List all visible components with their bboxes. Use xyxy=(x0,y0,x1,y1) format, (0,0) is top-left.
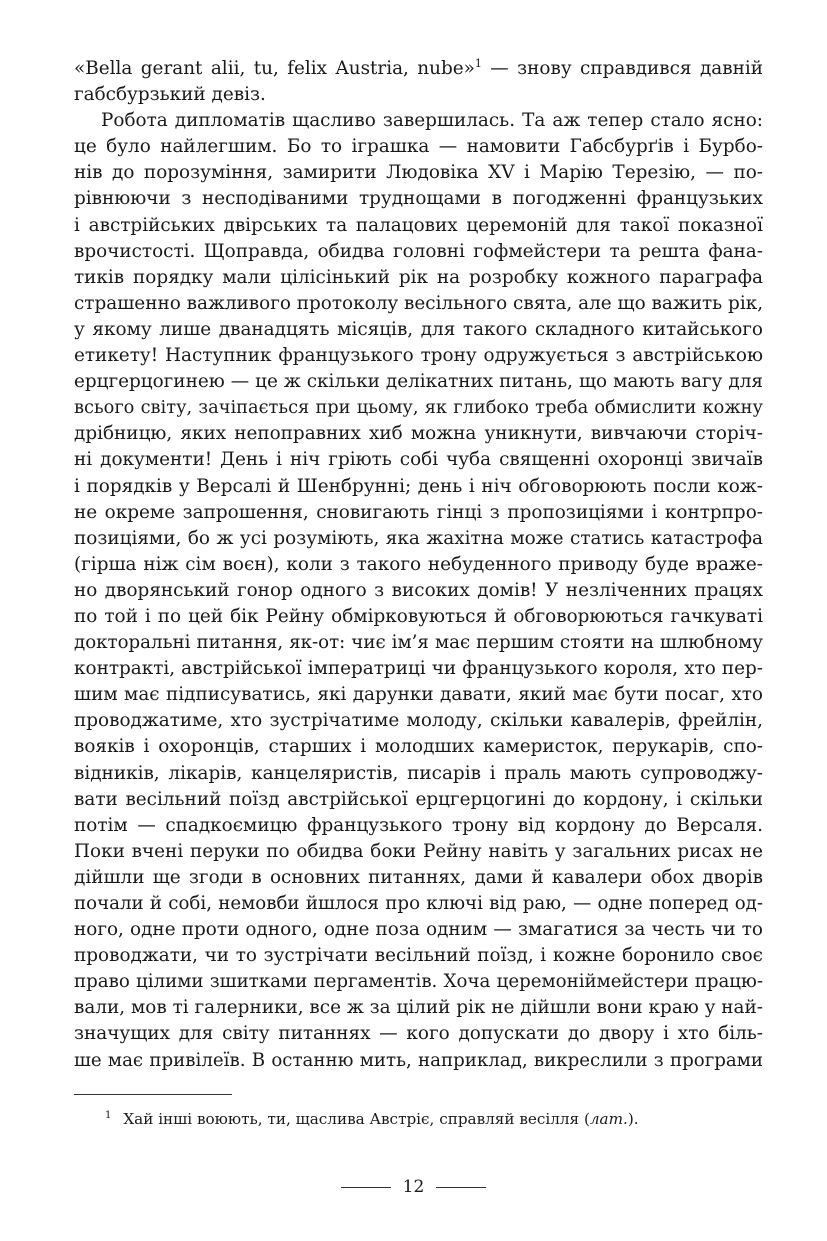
page-number-dash-right xyxy=(436,1187,486,1188)
footnote-text: Хай інші воюють, ти, щаслива Австріє, справляй весілля ( xyxy=(123,1110,590,1128)
text-line-23: докторальні питання, як-от: чиє ім’я має першим стояти на шлюбному xyxy=(74,632,763,654)
page-footer xyxy=(0,1172,827,1202)
footnote-language-abbrev: лат. xyxy=(589,1110,628,1128)
text-line-9: тиків порядку мали цілісінький рік на розробку кожного параграфа xyxy=(74,266,763,288)
text-line-4: це було найлегшим. Бо то іграшка — намовити Габсбурґів і Бурбо- xyxy=(74,136,763,158)
text-line-33: почали й собі, немовби йшлося про ключі від раю, — одне поперед од- xyxy=(74,893,763,914)
text-line-19: позиціями, бо ж усі розуміють, яка жахітна може статись катастрофа xyxy=(74,527,763,549)
footnote-mark: 1 xyxy=(105,1110,112,1121)
text-line-15: дрібницю, яких непоправних хиб можна уникнути, вивчаючи сторіч- xyxy=(74,423,763,445)
page-number-dash-left xyxy=(341,1187,391,1188)
text-line-30: потім — спадкоємицю французького трону від кордону до Версаля. xyxy=(74,814,763,836)
page-number: 12 xyxy=(402,1177,425,1197)
text-line-11: у якому лише дванадцять місяців, для такого складного китайського xyxy=(74,318,763,340)
footnote xyxy=(105,1107,745,1131)
text-line-27: вояків і охоронців, старших і молодших камеристок, перукарів, спо- xyxy=(74,736,763,758)
text-line-35: проводжати, чи то зустрічати весільний поїзд, і кожне боронило своє xyxy=(74,945,763,967)
text-line-37: вали, мов ті галерники, все ж за цілий рік не дійшли вони краю у най- xyxy=(74,997,763,1019)
text-line-29: вати весільний поїзд австрійської ерцгерцогині до кордону, і скільки xyxy=(74,788,763,810)
text-line-12: етикету! Наступник французького трону одружується з австрійською xyxy=(74,345,763,367)
text-line-32: дійшли ще згоди в основних питаннях, дами й кавалери обох дворів xyxy=(74,866,763,888)
text-line-5: нів до порозуміння, замирити Людовіка XV і Марію Терезію, — по- xyxy=(74,162,763,184)
text-line-39: ше має привілеїв. В останню мить, наприклад, викреслили з програми xyxy=(74,1049,763,1071)
footnote-divider xyxy=(74,1094,232,1095)
body-text xyxy=(74,56,763,1074)
text-line-13: ерцгерцогинею — це ж скільки делікатних питань, що мають вагу для xyxy=(74,371,763,393)
text-line-21: но дворянський гонор одного з високих домів! У незліченних працях xyxy=(74,579,763,601)
text-line-10: страшенно важливого протоколу весільного свята, але що важить рік, xyxy=(74,292,763,314)
text-line-2: габсбурзький девіз. xyxy=(74,84,266,106)
text-line-18: не окреме запрошення, сновигають гінці з пропозиціями і контрпро- xyxy=(74,501,763,523)
text-line-34: ного, одне проти одного, одне поза одним — змагатися за честь чи то xyxy=(74,919,763,941)
text-line-7: і австрійських двірських та палацових церемоній для такої показної xyxy=(74,214,763,236)
text-line-16: ні документи! День і ніч гріють собі чуба священні охоронці звичаїв xyxy=(74,449,763,471)
text-line-36: право цілими зшитками пергаментів. Хоча церемоніймейстери працю- xyxy=(74,971,763,993)
text-line-8: врочистості. Щоправда, обидва головні гофмейстери та решта фана- xyxy=(74,240,763,262)
text-line-25: шим має підписуватись, які дарунки давати, який має бути посаг, хто xyxy=(74,684,763,706)
text-line-17: і порядків у Версалі й Шенбрунні; день і ніч обговорюють посли кож- xyxy=(74,475,763,497)
text-line-1: «Bella gerant alii, tu, felix Austria, nube»$^1$ — знову справдився давній xyxy=(74,57,763,79)
text-line-3: Робота дипломатів щасливо завершилась. Та аж тепер стало ясно: xyxy=(101,110,763,132)
text-line-20: (гірша ніж сім воєн), коли з такого небуденного приводу буде враже- xyxy=(74,553,763,575)
footnote-reference[interactable]: 1 xyxy=(474,57,482,70)
text-line-14: всього світу, зачіпається при цьому, як глибоко треба обмислити кожну xyxy=(74,397,763,419)
text-line-26: проводжатиме, хто зустрічатиме молоду, скільки кавалерів, фрейлін, xyxy=(74,710,763,732)
text-line-38: значущих для світу питаннях — кого допускати до двору і хто біль- xyxy=(74,1023,763,1045)
text-line-28: відників, лікарів, канцеляристів, писарів і праль мають супроводжу- xyxy=(74,762,763,784)
text-line-22: по той і по цей бік Рейну обмірковуються й обговорюються гачкуваті xyxy=(74,605,763,627)
footnote-text-end: ). xyxy=(627,1110,639,1128)
text-line-6: рівнюючи з несподіваними труднощами в погодженні французьких xyxy=(74,188,763,210)
text-line-24: контракті, австрійської імператриці чи французького короля, хто пер- xyxy=(74,658,763,680)
text-line-31: Поки вчені перуки по обидва боки Рейну навіть у загальних рисах не xyxy=(74,840,763,862)
